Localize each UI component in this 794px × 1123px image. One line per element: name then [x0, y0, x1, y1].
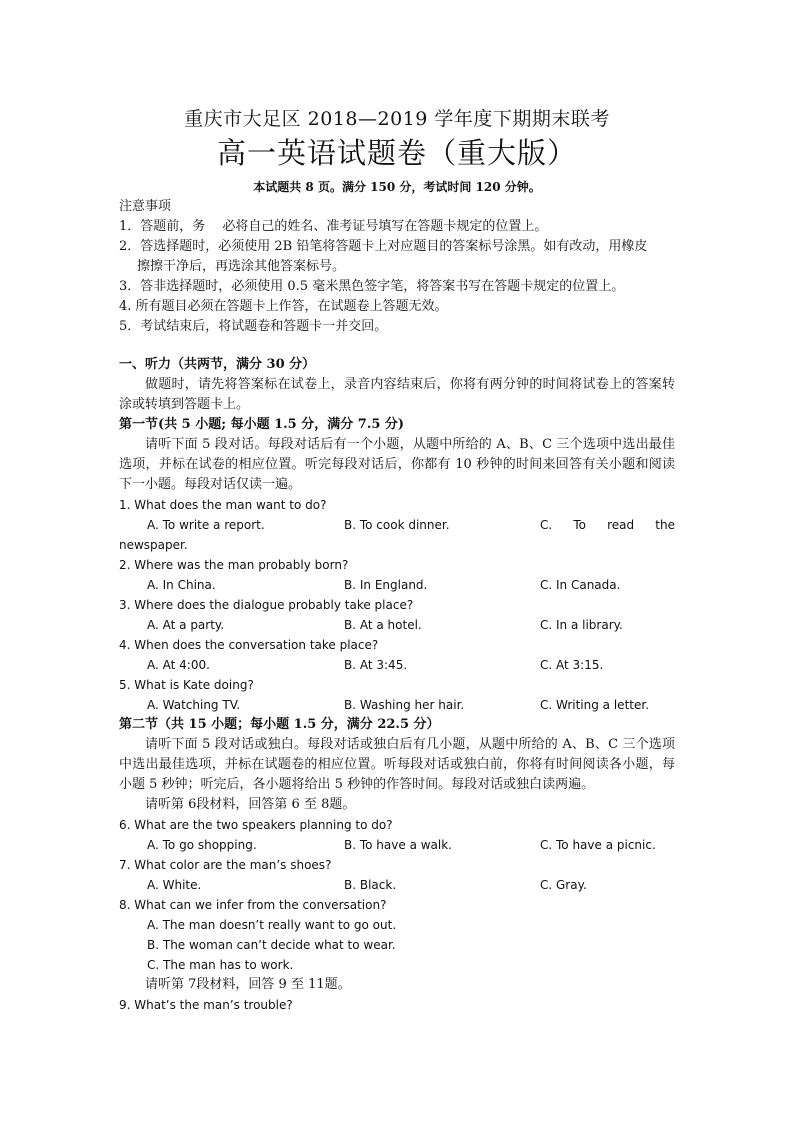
question-1-option-c-word: read	[607, 518, 635, 532]
question-1-option-a: A. To write a report.	[147, 518, 265, 532]
note-item-1: 1．答题前，务 必将自己的姓名、准考证号填写在答题卡规定的位置上。	[119, 219, 548, 234]
question-3-option-a: A. At a party.	[147, 618, 225, 632]
question-5-options	[119, 695, 675, 715]
question-2-option-a: A. In China.	[147, 578, 216, 592]
exam-subtitle: 本试题共 8 页。满分 150 分，考试时间 120 分钟。	[253, 180, 541, 194]
question-6-option-b: B. To have a walk.	[344, 838, 452, 852]
question-7-stem: 7. What color are the man’s shoes?	[119, 858, 332, 872]
question-3-option-b: B. At a hotel.	[344, 618, 422, 632]
question-1-stem: 1. What does the man want to do?	[119, 498, 327, 512]
section1-heading: 第一节(共 5 小题; 每小题 1.5 分，满分 7.5 分)	[119, 417, 405, 432]
question-4-option-a: A. At 4:00.	[147, 658, 210, 672]
question-4-stem: 4. When does the conversation take place?	[119, 638, 379, 652]
part1-intro: 做题时，请先将答案标在试卷上，录音内容结束后，你将有两分钟的时间将试卷上的答案转涂或转填到答题卡上。	[119, 377, 675, 412]
question-4-option-c: C. At 3:15.	[540, 658, 604, 672]
part1-heading: 一、听力（共两节，满分 30 分）	[119, 357, 316, 372]
question-1-option-c-word: To	[573, 518, 586, 532]
question-1-option-c-cont: newspaper.	[119, 538, 188, 552]
question-5-stem: 5. What is Kate doing?	[119, 678, 254, 692]
question-7-option-a: A. White.	[147, 878, 202, 892]
exam-title-line2: 高一英语试题卷（重大版）	[216, 136, 577, 170]
question-6-option-a: A. To go shopping.	[147, 838, 257, 852]
question-1-option-b: B. To cook dinner.	[344, 518, 450, 532]
question-7-option-c: C. Gray.	[540, 878, 587, 892]
note-item-2: 2．答选择题时，必须使用 2B 铅笔将答题卡上对应题目的答案标号涂黑。如有改动，用橡皮	[119, 239, 648, 254]
question-3-options	[119, 615, 675, 635]
question-8-stem: 8. What can we infer from the conversation?	[119, 898, 387, 912]
spacer	[119, 337, 675, 355]
section1-intro: 请听下面 5 段对话。每段对话后有一个小题，从题中所给的 A、B、C 三个选项中选出最佳选项，并标在试卷的相应位置。听完每段对话后，你都有 10 秒钟的时间来回答有关小题和阅读下一小题。每段对话仅读一遍。	[119, 437, 675, 492]
question-6-options	[119, 835, 675, 855]
question-7-options	[119, 875, 675, 895]
exam-body	[119, 197, 675, 1015]
question-5-option-b: B. Washing her hair.	[344, 698, 465, 712]
question-4-option-b: B. At 3:45.	[344, 658, 408, 672]
question-6-stem: 6. What are the two speakers planning to do?	[119, 818, 393, 832]
exam-title-line1: 重庆市大足区 2018—2019 学年度下期期末联考	[184, 108, 610, 130]
question-5-option-c: C. Writing a letter.	[540, 698, 650, 712]
question-3-stem: 3. Where does the dialogue probably take place?	[119, 598, 414, 612]
question-6-option-c: C. To have a picnic.	[540, 838, 656, 852]
note-item-4: 4. 所有题目必须在答题卡上作答，在试题卷上答题无效。	[119, 299, 448, 314]
note-item-5: 5．考试结束后，将试题卷和答题卡一并交回。	[119, 319, 388, 334]
section2-heading: 第二节（共 15 小题；每小题 1.5 分，满分 22.5 分）	[119, 717, 440, 732]
question-1-option-c	[540, 515, 675, 535]
question-8-option-b: B. The woman can’t decide what to wear.	[147, 938, 396, 952]
note-item-3: 3．答非选择题时，必须使用 0.5 毫米黑色签字笔，将答案书写在答题卡规定的位置上。	[119, 279, 625, 294]
question-2-option-b: B. In England.	[344, 578, 428, 592]
question-8-option-c: C. The man has to work.	[147, 958, 294, 972]
question-1-option-c-word: C.	[540, 518, 553, 532]
question-1-options	[119, 515, 675, 535]
question-7-option-b: B. Black.	[344, 878, 397, 892]
material-6-instruction: 请听第 6段材料，回答第 6 至 8题。	[145, 797, 356, 812]
note-item-2-cont: 擦擦干净后，再选涂其他答案标号。	[137, 259, 346, 274]
notes-heading: 注意事项	[119, 199, 172, 214]
section2-intro: 请听下面 5 段对话或独白。每段对话或独白后有几小题，从题中所给的 A、B、C 三个选项中选出最佳选项，并标在试题卷的相应位置。听每段对话或独白前，你将有时间阅读各小题，每小题 5 秒钟；听完后，各小题将给出 5 秒钟的作答时间。每段对话或独白读两遍。	[119, 737, 675, 792]
material-7-instruction: 请听第 7段材料，回答 9 至 11题。	[145, 977, 351, 992]
question-3-option-c: C. In a library.	[540, 618, 623, 632]
question-2-options	[119, 575, 675, 595]
question-9-stem: 9. What’s the man’s trouble?	[119, 998, 293, 1012]
question-8-option-a: A. The man doesn’t really want to go out.	[147, 918, 397, 932]
question-1-option-c-word: the	[655, 518, 675, 532]
question-5-option-a: A. Watching TV.	[147, 698, 241, 712]
question-4-options	[119, 655, 675, 675]
question-2-option-c: C. In Canada.	[540, 578, 621, 592]
question-2-stem: 2. Where was the man probably born?	[119, 558, 349, 572]
